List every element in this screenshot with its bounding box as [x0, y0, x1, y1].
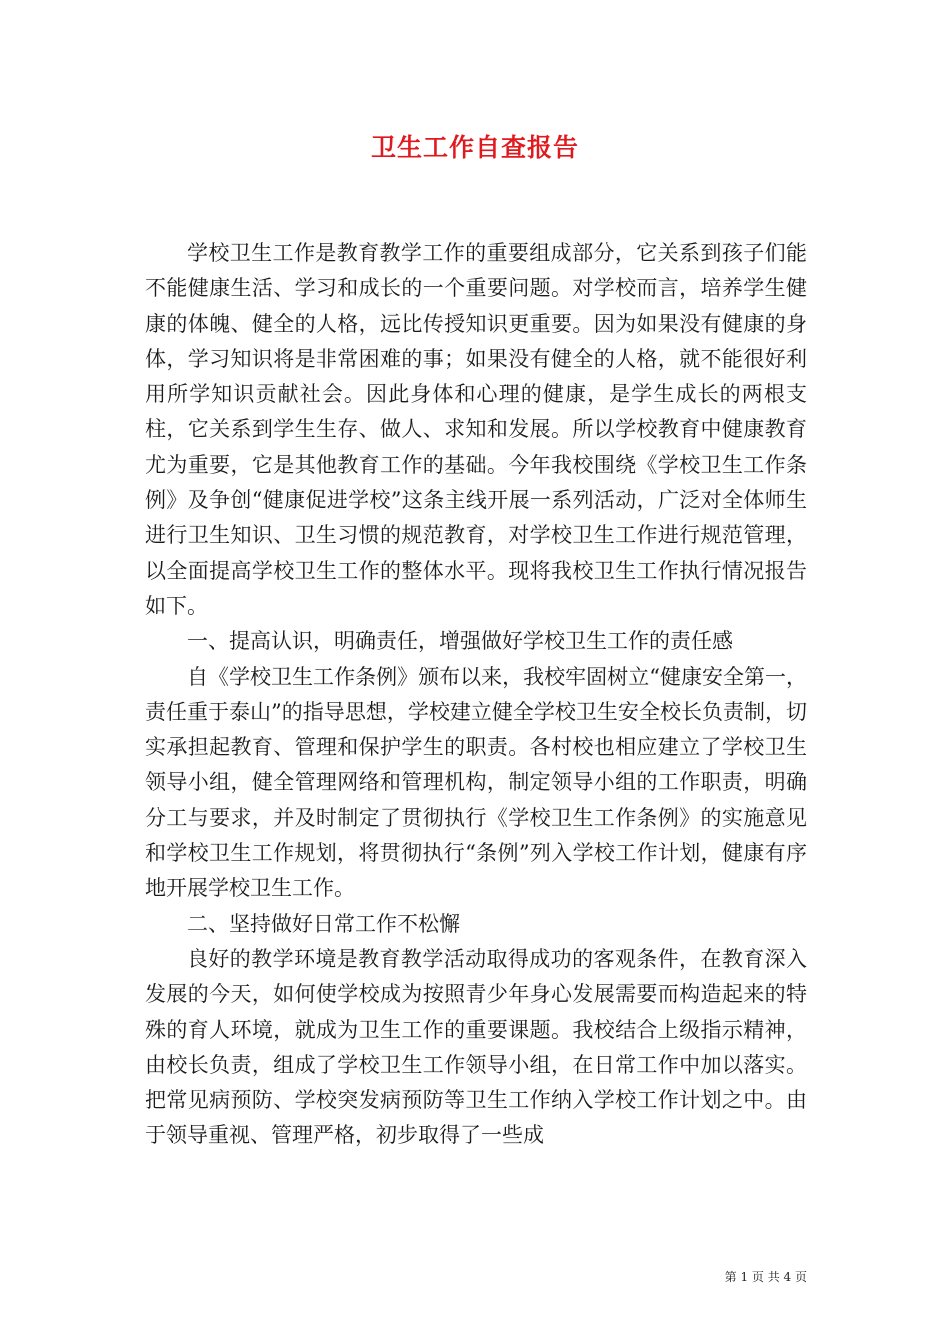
- section-heading-1: 一、提高认识，明确责任，增强做好学校卫生工作的责任感: [187, 629, 733, 654]
- document-body: [145, 236, 807, 1154]
- document-title: 卫生工作自查报告: [370, 133, 579, 162]
- intro-paragraph: 学校卫生工作是教育教学工作的重要组成部分，它关系到孩子们能不能健康生活、学习和成长的一个重要问题。对学校而言，培养学生健康的体魄、健全的人格，远比传授知识更重要。因为如果没有健康的身体，学习知识将是非常困难的事；如果没有健全的人格，就不能很好利用所学知识贡献社会。因此身体和心理的健康，是学生成长的两根支柱，它关系到学生生存、做人、求知和发展。所以学校教育中健康教育尤为重要，它是其他教育工作的基础。今年我校围绕《学校卫生工作条例》及争创“健康促进学校”这条主线开展一系列活动，广泛对全体师生进行卫生知识、卫生习惯的规范教育，对学校卫生工作进行规范管理，以全面提高学校卫生工作的整体水平。现将我校卫生工作执行情况报告如下。: [145, 241, 807, 618]
- section-heading-2: 二、坚持做好日常工作不松懈: [187, 911, 460, 936]
- page-number-footer: 第 1 页 共 4 页: [724, 1270, 807, 1284]
- section-1-paragraph: 自《学校卫生工作条例》颁布以来，我校牢固树立“健康安全第一，责任重于泰山”的指导思想，学校建立健全学校卫生安全校长负责制，切实承担起教育、管理和保护学生的职责。各村校也相应建立了学校卫生领导小组，健全管理网络和管理机构，制定领导小组的工作职责，明确分工与要求，并及时制定了贯彻执行《学校卫生工作条例》的实施意见和学校卫生工作规划，将贯彻执行“条例”列入学校工作计划，健康有序地开展学校卫生工作。: [145, 664, 807, 901]
- section-2-paragraph: 良好的教学环境是教育教学活动取得成功的客观条件，在教育深入发展的今天，如何使学校成为按照青少年身心发展需要而构造起来的特殊的育人环境，就成为卫生工作的重要课题。我校结合上级指示精神，由校长负责，组成了学校卫生工作领导小组，在日常工作中加以落实。把常见病预防、学校突发病预防等卫生工作纳入学校工作计划之中。由于领导重视、管理严格，初步取得了一些成: [145, 946, 807, 1148]
